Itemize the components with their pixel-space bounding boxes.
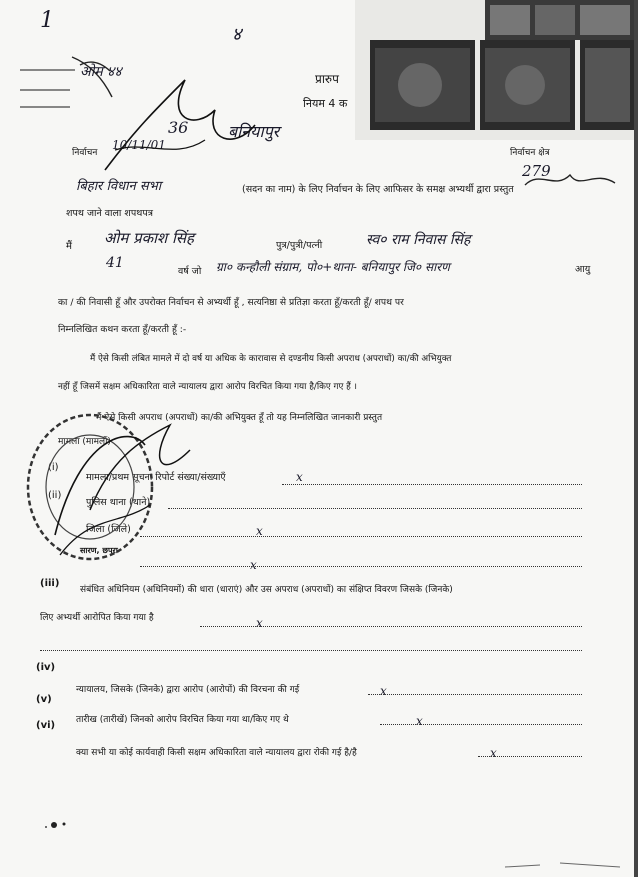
signature-scribble-top — [95, 70, 265, 180]
item-i-num: (i) — [48, 462, 59, 473]
item-iv-num: (iv) — [36, 662, 56, 673]
deponent-name: ओम प्रकाश सिंह — [104, 229, 194, 247]
item-v-text: तारीख (तारीखें) जिनको आरोप विरचित किया गया था/किए गए थे — [76, 715, 289, 725]
signature-top-right — [520, 165, 620, 195]
para1-line2: नहीं हूँ जिसमें सक्षम अधिकारिता वाले न्यायालय द्वारा आरोप विरचित किया गया है/किए गए हैं । — [58, 382, 357, 392]
stamp-word-1: प्रारुप — [315, 72, 339, 86]
house-name-handwritten: बिहार विधान सभा — [76, 179, 162, 194]
district-answer: x — [256, 524, 263, 538]
item-iii-line2: लिए अभ्यर्थी आरोपित किया गया है — [40, 613, 154, 623]
address-handwritten: ग्रा० कन्हौली संग्राम, पो०+थाना- बनियापुर जि० सारण — [216, 260, 450, 274]
para2-line1: मैं ऐसे किसी अपराध (अपराधों) का/की अभियुक्त हूँ तो यह निम्नलिखित जानकारी प्रस्तुत — [96, 413, 383, 423]
item-i-answer: x — [296, 470, 303, 484]
item-v-dotted-line — [380, 724, 582, 725]
age-label: आयु — [575, 264, 591, 275]
handwritten-form-no: 279 — [522, 162, 551, 180]
item-iii-dotted-line — [200, 626, 582, 627]
item-vi-num: (vi) — [36, 720, 56, 731]
item-iv-answer: x — [380, 684, 387, 698]
left-label: निर्वाचन — [72, 148, 98, 158]
item-iii-dotted-line-2 — [40, 650, 582, 651]
line6-text: निम्नलिखित कथन करता हूँ/करती हूँ :- — [58, 324, 187, 335]
para1-line1: मैं ऐसे किसी लंबित मामले में दो वर्ष या अधिक के कारावास से दण्डनीय किसी अपराध (अपराधों) का/की अभियुक्त — [90, 354, 452, 364]
right-edge-shadow — [634, 0, 638, 877]
relation-label: पुत्र/पुत्री/पत्नी — [276, 240, 323, 251]
item-ii-dotted-line — [168, 508, 582, 509]
blank-row-answer: x — [250, 558, 257, 572]
para2-line2: मामला (मामलों) — [58, 437, 111, 447]
item-i-text: मामला/प्रथम सूचना रिपोर्ट संख्या/संख्याएँ — [86, 472, 226, 483]
handwritten-serial: 36 — [168, 118, 189, 137]
top-left-mark: 1 — [40, 8, 54, 33]
handwritten-constituency: बनियापुर — [228, 122, 280, 141]
signature-scribble-mid — [80, 420, 200, 520]
line5-text: का / की निवासी हूँ और उपरोक्त निर्वाचन से अभ्यर्थी हूँ , सत्यनिष्ठा से प्रतिज्ञा करता हूँ/करती हूँ/ शपथ पर — [58, 297, 404, 308]
line1-text: (सदन का नाम) के लिए निर्वाचन के लिए आफिसर के समक्ष अभ्यर्थी द्वारा प्रस्तुत — [242, 184, 514, 195]
item-i-dotted-line — [282, 484, 582, 485]
seal-text: सारण, छपरा — [80, 546, 118, 555]
revenue-stamps-image — [355, 0, 638, 140]
stamp-paper-block — [303, 0, 638, 140]
district-dotted-line — [140, 536, 582, 537]
bottom-specks — [40, 815, 80, 835]
item-vi-dotted-line — [478, 756, 582, 757]
stamp-word-2: नियम 4 क — [303, 97, 348, 110]
item-ii-text: पुलिस थाना (थाने) — [86, 497, 151, 508]
item-iv-text: न्यायालय, जिसके (जिनके) द्वारा आरोप (आरोपों) की विरचना की गई — [76, 685, 300, 695]
line3-prefix: मैं — [66, 241, 72, 252]
handwritten-date: 10/11/01 — [112, 138, 166, 152]
item-v-num: (v) — [36, 694, 52, 705]
handwritten-ref: ओम ४४ — [80, 64, 122, 80]
line4-mid: वर्ष जो — [178, 266, 202, 277]
item-ii-num: (ii) — [48, 490, 62, 501]
district-text: जिला (जिले) — [86, 524, 131, 535]
age-value: 41 — [106, 255, 124, 271]
item-iii-answer: x — [256, 616, 263, 630]
item-iii-num: (iii) — [40, 578, 60, 589]
item-v-answer: x — [416, 714, 423, 728]
item-iii-line1: संबंधित अधिनियम (अधिनियमों) की धारा (धाराएं) और उस अपराध (अपराधों) का संक्षिप्त विवरण जिसके (जिनके) — [80, 585, 453, 595]
line2-text: शपथ जाने वाला शपथपत्र — [66, 208, 153, 219]
item-vi-text: क्या सभी या कोई कार्यवाही किसी सक्षम अधिकारिता वाले न्यायालय द्वारा रोकी गई है/है — [76, 748, 357, 758]
bottom-right-mark — [500, 855, 630, 875]
item-iv-dotted-line — [368, 694, 582, 695]
item-vi-answer: x — [490, 746, 497, 760]
father-name: स्व० राम निवास सिंह — [366, 232, 471, 248]
top-mid-mark: ४ — [232, 24, 242, 45]
blank-dotted-line — [140, 566, 582, 567]
right-label: निर्वाचन क्षेत्र — [510, 148, 550, 158]
